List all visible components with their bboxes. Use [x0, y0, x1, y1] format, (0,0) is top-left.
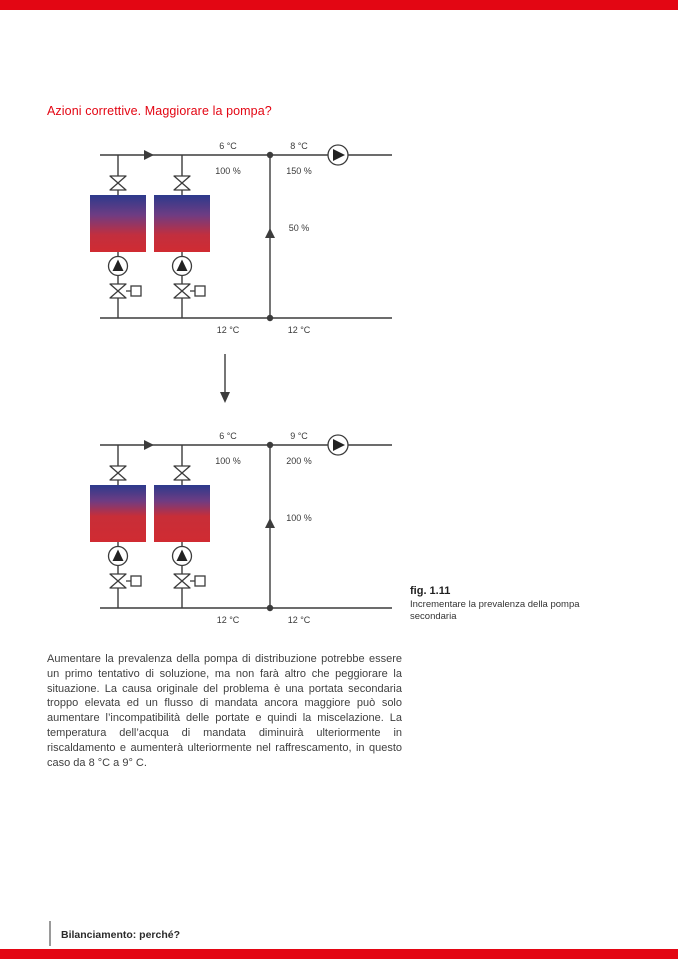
bypass-flow-label: 50 % [288, 223, 310, 233]
pump-icon [328, 145, 348, 165]
page-title: Azioni correttive. Maggiorare la pompa? [47, 104, 272, 118]
thermal-unit [154, 195, 210, 252]
figure-number: fig. 1.11 [410, 585, 451, 597]
bypass-flow-label: 100 % [286, 513, 312, 523]
balancing-valve-icon [110, 574, 141, 588]
return-temp-label: 12 °C [287, 615, 311, 625]
junction-node [267, 152, 273, 158]
flow-arrow-icon [265, 228, 275, 238]
footer-title: Bilanciamento: perché? [61, 929, 181, 941]
primary-flow-label: 100 % [215, 166, 241, 176]
primary-temp-label: 6 °C [219, 431, 237, 441]
flow-arrow-icon [144, 150, 154, 160]
figure-caption-text: Incrementare la prevalenza della pompa secondaria [410, 599, 580, 622]
valve-icon [110, 176, 126, 190]
balancing-valve-icon [174, 284, 205, 298]
return-temp-label: 12 °C [287, 325, 311, 335]
schematic-after [86, 427, 398, 632]
down-arrow-icon [212, 352, 238, 406]
pump-icon [328, 435, 348, 455]
bottom-red-bar [0, 949, 678, 959]
flow-arrow-icon [265, 518, 275, 528]
pump-icon [173, 257, 192, 276]
pump-icon [109, 257, 128, 276]
footer-divider [49, 921, 51, 946]
junction-node [267, 605, 273, 611]
thermal-unit [154, 485, 210, 542]
junction-node [267, 442, 273, 448]
flow-arrow-icon [144, 440, 154, 450]
primary-temp-label: 6 °C [219, 141, 237, 151]
top-red-bar [0, 0, 678, 10]
figure-caption [410, 585, 592, 623]
thermal-unit [90, 485, 146, 542]
valve-icon [110, 466, 126, 480]
return-temp-label: 12 °C [216, 325, 240, 335]
junction-node [267, 315, 273, 321]
pump-icon [109, 547, 128, 566]
primary-flow-label: 100 % [215, 456, 241, 466]
schematic-before [86, 137, 398, 342]
secondary-flow-label: 150 % [286, 166, 312, 176]
balancing-valve-icon [174, 574, 205, 588]
thermal-unit [90, 195, 146, 252]
return-temp-label: 12 °C [216, 615, 240, 625]
balancing-valve-icon [110, 284, 141, 298]
valve-icon [174, 176, 190, 190]
secondary-temp-label: 8 °C [290, 141, 308, 151]
valve-icon [174, 466, 190, 480]
secondary-flow-label: 200 % [286, 456, 312, 466]
pump-icon [173, 547, 192, 566]
secondary-temp-label: 9 °C [290, 431, 308, 441]
body-paragraph: Aumentare la prevalenza della pompa di distribuzione potrebbe essere un primo tentativo di soluzione, ma non farà altro che peggiorare la situazione. La causa originale del problema è una portata secondaria troppo elevata ed un flusso di mandata ancora maggiore può solo aumentare l’incompatibilità delle portate e quindi la miscelazione. La temperatura dell’acqua di mandata diminuirà ulteriormente in riscaldamento e aumenterà ulteriormente nel raffrescamento, in questo caso da 8 °C a 9° C. [47, 653, 402, 769]
